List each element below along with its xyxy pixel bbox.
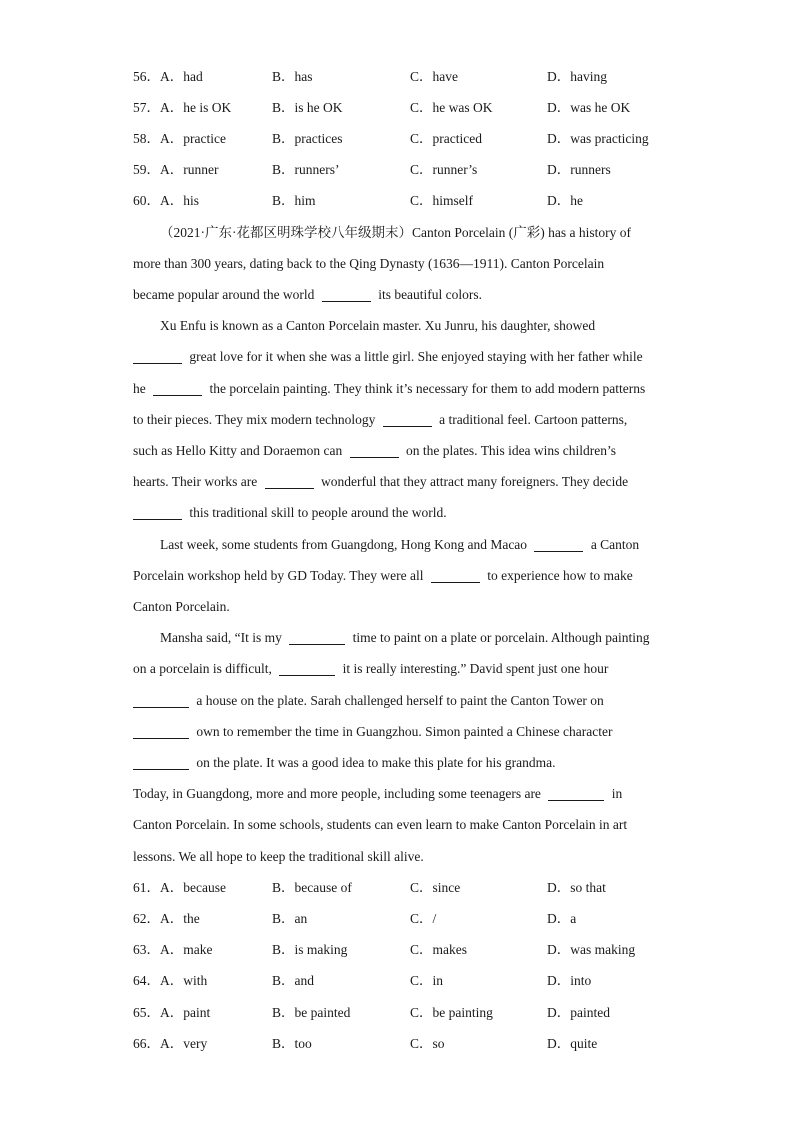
- passage-line: Today, in Guangdong, more and more people, including some teenagers are in: [133, 786, 623, 801]
- answer-blank: [133, 753, 189, 770]
- option-b: B．too: [272, 1036, 312, 1051]
- passage-line: on a porcelain is difficult, it is really interesting.” David spent just one hour: [133, 661, 609, 676]
- question-63: [133, 934, 668, 965]
- answer-blank: [133, 503, 182, 520]
- option-c: C．he was OK: [410, 100, 493, 115]
- option-a: 58．A．practice: [133, 131, 226, 146]
- option-a: 62．A．the: [133, 911, 200, 926]
- option-a: 59．A．runner: [133, 162, 219, 177]
- option-b: B．runners’: [272, 162, 340, 177]
- option-c: C．be painting: [410, 1005, 493, 1020]
- option-d: D．painted: [547, 1005, 610, 1020]
- option-c: C．in: [410, 973, 444, 988]
- option-d: D．quite: [547, 1036, 598, 1051]
- answer-blank: [133, 691, 189, 708]
- answer-blank: [350, 441, 399, 458]
- option-b: B．because of: [272, 880, 352, 895]
- answer-blank: [534, 535, 583, 552]
- question-56: [133, 61, 668, 92]
- option-c: C．/: [410, 911, 437, 926]
- answer-blank: [322, 285, 371, 302]
- question-65: [133, 997, 668, 1028]
- passage-line: own to remember the time in Guangzhou. Simon painted a Chinese character: [133, 716, 668, 747]
- option-d: D．was he OK: [547, 100, 631, 115]
- question-59: [133, 154, 668, 185]
- option-a: 61．A．because: [133, 880, 226, 895]
- option-d: D．he: [547, 193, 583, 208]
- passage-line: Canton Porcelain. In some schools, students can even learn to make Canton Porcelain in art: [133, 817, 628, 832]
- option-a: 63．A．make: [133, 942, 213, 957]
- answer-blank: [431, 566, 480, 583]
- question-61: [133, 872, 668, 903]
- option-d: D．runners: [547, 162, 611, 177]
- option-b: B．has: [272, 69, 313, 84]
- passage-line: （2021·广东·花都区明珠学校八年级期末）Canton Porcelain (广彩) has a history of: [160, 225, 631, 240]
- answer-blank: [133, 347, 182, 364]
- option-b: B．be painted: [272, 1005, 351, 1020]
- passage-line: great love for it when she was a little girl. She enjoyed staying with her father while: [133, 341, 668, 372]
- question-58: [133, 123, 668, 154]
- option-b: B．is he OK: [272, 100, 343, 115]
- option-a: 57．A．he is OK: [133, 100, 232, 115]
- option-d: D．into: [547, 973, 592, 988]
- option-b: B．practices: [272, 131, 343, 146]
- option-c: C．so: [410, 1036, 445, 1051]
- passage-line: more than 300 years, dating back to the Qing Dynasty (1636—1911). Canton Porcelain: [133, 256, 605, 271]
- answer-blank: [279, 659, 335, 676]
- option-d: D．was making: [547, 942, 636, 957]
- option-c: C．since: [410, 880, 461, 895]
- answer-blank: [383, 410, 432, 427]
- option-d: D．so that: [547, 880, 606, 895]
- passage-line: he the porcelain painting. They think it’s necessary for them to add modern patterns: [133, 381, 646, 396]
- passage-line: such as Hello Kitty and Doraemon can on the plates. This idea wins children’s: [133, 443, 617, 458]
- option-a: 65．A．paint: [133, 1005, 211, 1020]
- passage-line: became popular around the world its beautiful colors.: [133, 287, 483, 302]
- option-a: 60．A．his: [133, 193, 200, 208]
- question-60: [133, 185, 668, 216]
- question-62: [133, 903, 668, 934]
- passage-line: on the plate. It was a good idea to make this plate for his grandma.: [133, 747, 668, 778]
- passage-line: Xu Enfu is known as a Canton Porcelain master. Xu Junru, his daughter, showed: [160, 318, 596, 333]
- answer-blank: [133, 722, 189, 739]
- passage-line: Porcelain workshop held by GD Today. They were all to experience how to make: [133, 568, 633, 583]
- option-c: C．practiced: [410, 131, 482, 146]
- option-c: C．makes: [410, 942, 467, 957]
- question-64: [133, 965, 668, 996]
- option-b: B．and: [272, 973, 314, 988]
- option-b: B．him: [272, 193, 316, 208]
- option-a: 66．A．very: [133, 1036, 208, 1051]
- option-c: C．have: [410, 69, 458, 84]
- passage-line: Mansha said, “It is my time to paint on a plate or porcelain. Although painting: [160, 630, 650, 645]
- passage-line: to their pieces. They mix modern technology a traditional feel. Cartoon patterns,: [133, 412, 628, 427]
- question-57: [133, 92, 668, 123]
- option-d: D．was practicing: [547, 131, 649, 146]
- option-a: 56．A．had: [133, 69, 203, 84]
- passage-line: this traditional skill to people around the world.: [133, 497, 668, 528]
- answer-blank: [153, 379, 202, 396]
- option-c: C．himself: [410, 193, 473, 208]
- passage-line: Canton Porcelain.: [133, 599, 230, 614]
- option-a: 64．A．with: [133, 973, 208, 988]
- question-66: [133, 1028, 668, 1059]
- option-d: D．having: [547, 69, 607, 84]
- option-d: D．a: [547, 911, 577, 926]
- answer-blank: [289, 628, 345, 645]
- passage-line: Last week, some students from Guangdong, Hong Kong and Macao a Canton: [160, 537, 640, 552]
- passage-line: a house on the plate. Sarah challenged herself to paint the Canton Tower on: [133, 685, 668, 716]
- passage-line: hearts. Their works are wonderful that they attract many foreigners. They decide: [133, 474, 629, 489]
- option-b: B．is making: [272, 942, 348, 957]
- passage-line: lessons. We all hope to keep the traditional skill alive.: [133, 849, 424, 864]
- option-c: C．runner’s: [410, 162, 478, 177]
- answer-blank: [265, 472, 314, 489]
- option-b: B．an: [272, 911, 308, 926]
- answer-blank: [548, 784, 604, 801]
